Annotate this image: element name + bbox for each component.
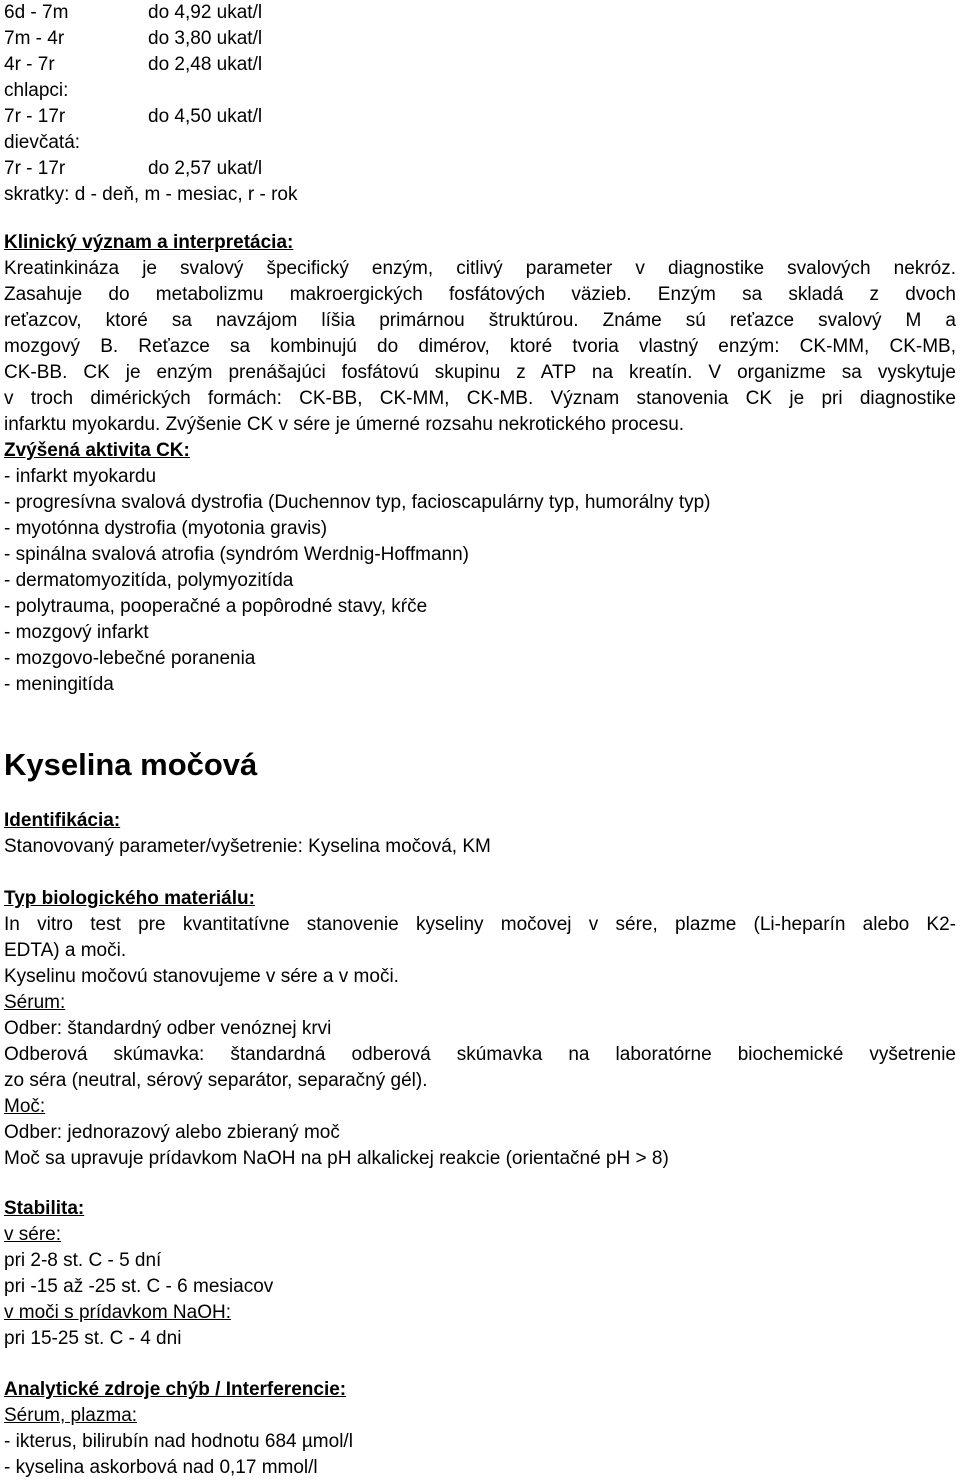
subsection-label: v sére: [4,1224,62,1245]
section-heading: Analytické zdroje chýb / Interferencie: [4,1379,347,1400]
list-item: - ikterus, bilirubín nad hodnotu 684 µmol/l [4,1431,353,1452]
section-heading: Identifikácia: [4,810,121,831]
ref-row [4,26,956,52]
section-heading: Stabilita: [4,1198,85,1219]
paragraph-line: Zasahuje do metabolizmu makroergických fosfátových väzieb. Enzým sa skladá z dvoch [4,284,956,305]
section-heading: Typ biologického materiálu: [4,888,255,909]
paragraph-line: Kreatinkináza je svalový špecifický enzým, citlivý parameter v diagnostike svalových nekróz. [4,258,956,279]
paragraph-line: CK-BB. CK je enzým prenášajúci fosfátovú skupinu z ATP na kreatín. V organizme sa vyskytuje [4,362,956,383]
paragraph-line: zo séra (neutral, sérový separátor, separačný gél). [4,1070,428,1091]
list-item: - spinálna svalová atrofia (syndróm Werdnig-Hoffmann) [4,544,469,565]
list-item: - infarkt myokardu [4,466,157,487]
ref-age: 7r - 17r [4,158,66,179]
abbreviations-note: skratky: d - deň, m - mesiac, r - rok [4,184,298,205]
reference-values [4,0,956,208]
ref-row [4,104,956,130]
section-title: Kyselina močová [4,747,258,782]
paragraph-line: In vitro test pre kvantitatívne stanovenie kyseliny močovej v sére, plazme (Li-heparín alebo K2- [4,914,956,935]
list-item: - myotónna dystrofia (myotonia gravis) [4,518,328,539]
paragraph-line: Odberová skúmavka: štandardná odberová skúmavka na laboratórne biochemické vyšetrenie [4,1044,956,1065]
list-item: - dermatomyozitída, polymyozitída [4,570,294,591]
clinical-significance-section [4,230,956,698]
subsection-label: Sérum: [4,992,66,1013]
subsection-label: v moči s prídavkom NaOH: [4,1302,231,1323]
paragraph-line: Moč sa upravuje prídavkom NaOH na pH alkalickej reakcie (orientačné pH > 8) [4,1148,669,1169]
paragraph-line: pri -15 až -25 st. C - 6 mesiacov [4,1276,274,1297]
ref-value: do 2,57 ukat/l [148,158,263,179]
ref-row [4,156,956,182]
stability-section [4,1196,956,1352]
ref-value: do 2,48 ukat/l [148,54,263,75]
material-section [4,886,956,1172]
paragraph-line: pri 2-8 st. C - 5 dní [4,1250,162,1271]
ref-age: 4r - 7r [4,54,55,75]
paragraph-line: Kyselinu močovú stanovujeme v sére a v moči. [4,966,399,987]
list-item: - kyselina askorbová nad 0,17 mmol/l [4,1457,318,1478]
list-item: - polytrauma, pooperačné a popôrodné stavy, kŕče [4,596,428,617]
paragraph-line: Stanovovaný parameter/vyšetrenie: Kyselina močová, KM [4,836,491,857]
identification-section [4,808,956,860]
section-heading: Zvýšená aktivita CK: [4,440,190,461]
boys-label: chlapci: [4,80,69,101]
paragraph-line: Odber: jednorazový alebo zbieraný moč [4,1122,340,1143]
ref-age: 6d - 7m [4,2,69,23]
interference-section [4,1377,956,1481]
list-item: - mozgový infarkt [4,622,149,643]
list-item: - meningitída [4,674,114,695]
subsection-label: Moč: [4,1096,46,1117]
ref-row [4,0,956,26]
ref-value: do 4,92 ukat/l [148,2,263,23]
ref-age: 7m - 4r [4,28,65,49]
list-item: - mozgovo-lebečné poranenia [4,648,256,669]
paragraph-line: EDTA) a moči. [4,940,127,961]
paragraph-line: infarktu myokardu. Zvýšenie CK v sére je úmerné rozsahu nekrotického procesu. [4,414,685,435]
ref-age: 7r - 17r [4,106,66,127]
paragraph-line: mozgový B. Reťazce sa kombinujú do dimérov, ktoré tvoria vlastný enzým: CK-MM, CK-MB, [4,336,956,357]
subsection-label: Sérum, plazma: [4,1405,138,1426]
girls-label: dievčatá: [4,132,81,153]
ref-value: do 3,80 ukat/l [148,28,263,49]
paragraph-line: v troch dimérických formách: CK-BB, CK-MM, CK-MB. Význam stanovenia CK je pri diagnostike [4,388,956,409]
section-heading: Klinický význam a interpretácia: [4,232,294,253]
paragraph-line: pri 15-25 st. C - 4 dni [4,1328,182,1349]
ref-value: do 4,50 ukat/l [148,106,263,127]
ref-row [4,52,956,78]
paragraph-line: Odber: štandardný odber venóznej krvi [4,1018,332,1039]
list-item: - progresívna svalová dystrofia (Duchennov typ, facioscapulárny typ, humorálny typ) [4,492,711,513]
paragraph-line: reťazcov, ktoré sa navzájom líšia primárnou štruktúrou. Známe sú reťazce svalový M a [4,310,956,331]
